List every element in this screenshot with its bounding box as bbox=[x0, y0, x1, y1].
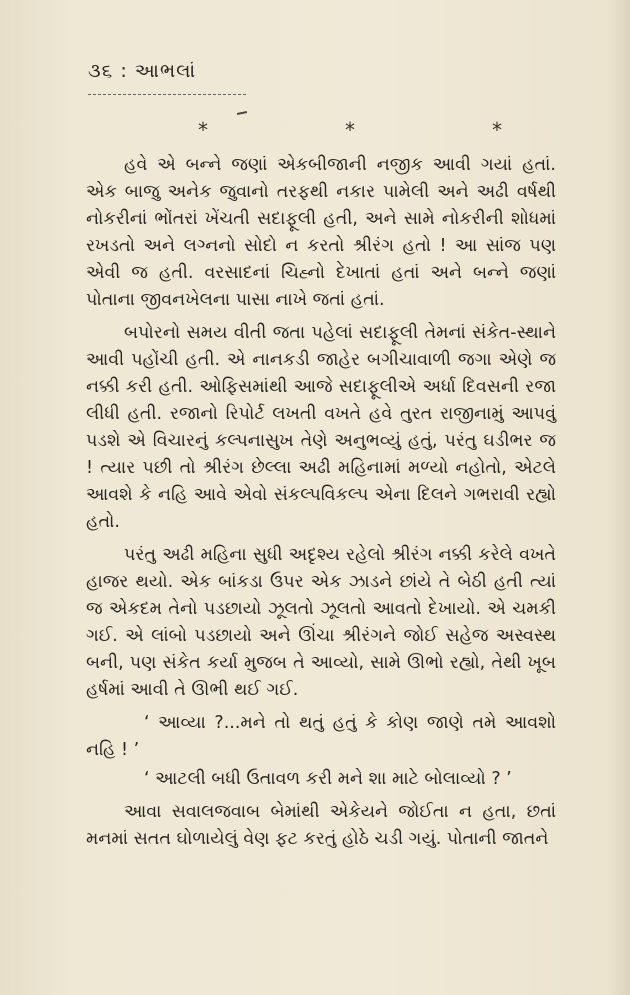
running-header: ૩૬ : આભલાં bbox=[88, 60, 197, 82]
paragraph: આવા સવાલજવાબ બેમાંથી એકેયને જોઈતા ન હતા, છતાં મનમાં સતત ઘોળાયેલું વેણ ફટ કરતું હોઠે ચડી ગયું. પોતાની જાતને bbox=[86, 802, 556, 849]
header-underline bbox=[88, 90, 246, 95]
section-separator-star: * bbox=[492, 118, 502, 142]
page-edge-shadow bbox=[608, 0, 630, 995]
dialogue-line: ‘ આટલી બધી ઉતાવળ કરી મને શા માટે બોલાવ્યો ? ’ bbox=[144, 769, 512, 789]
paragraph: બપોરનો સમય વીતી જતા પહેલાં સદાફૂલી તેમનાં સંકેત-સ્થાને આવી પહોંચી હતી. એ નાનકડી જાહેર બગીચાવાળી જગા એણે જ નક્કી કરી હતી. ઓફિસમાંથી આજે સદાફૂલીએ અર્ધા દિવસની રજા લીધી હતી. રજાનો રિપોર્ટ લખતી વખતે હવે તુરત રાજીનામું આપવું પડશે એ વિચારનું કલ્પનાસુખ તેણે અનુભવ્યું હતું, પરંતુ ઘડીભર જ ! ત્યાર પછી તો શ્રીરંગ છેલ્લા અઢી મહિનામાં મળ્યો નહોતો, એટલે આવશે કે નહિ આવે એવો સંકલ્પવિકલ્પ એના દિલને ગભરાવી રહ્યો હતો. bbox=[86, 323, 556, 532]
section-separator-star: * bbox=[345, 118, 355, 142]
body-text bbox=[86, 152, 556, 853]
dialogue-line: ‘ આવ્યા ?...મને તો થતું હતું કે કોણ જાણે તમે આવશો નહિ ! ’ bbox=[86, 713, 556, 760]
stray-ink-mark bbox=[237, 111, 247, 115]
paragraph: હવે એ બન્ને જણાં એકબીજાની નજીક આવી ગયાં હતાં. એક બાજુ અનેક જુવાનો તરફથી નકાર પામેલી અને અઢી વર્ષથી નોકરીનાં ભોંતરાં ખેંચતી સદાફૂલી હતી, અને સામે નોકરીની શોધમાં રખડતો અને લગ્નનો સોદો ન કરતો શ્રીરંગ હતો ! આ સાંજ પણ એવી જ હતી. વરસાદનાં ચિહ્નો દેખાતાં હતાં અને બન્ને જણાં પોતાના જીવનખેલના પાસા નાખે જતાં હતાં. bbox=[86, 155, 556, 310]
section-separator-star: * bbox=[198, 118, 208, 142]
paragraph: પરંતુ અઢી મહિના સુધી અદૃશ્ય રહેલો શ્રીરંગ નક્કી કરેલે વખતે હાજર થયો. એક બાંકડા ઉપર એક ઝાડને છાંયે તે બેઠી હતી ત્યાં જ એકદમ તેનો પડછાયો ઝૂલતો ઝૂલતો આવતો દેખાયો. એ ચમકી ગઈ. એ લાંબો પડછાયો અને ઊંચા શ્રીરંગને જોઈ સહેજ અસ્વસ્થ બની, પણ સંકેત કર્યા મુજબ તે આવ્યો, સામે ઊભો રહ્યો, તેથી ખૂબ હર્ષમાં આવી તે ઊભી થઈ ગઈ. bbox=[86, 545, 556, 700]
